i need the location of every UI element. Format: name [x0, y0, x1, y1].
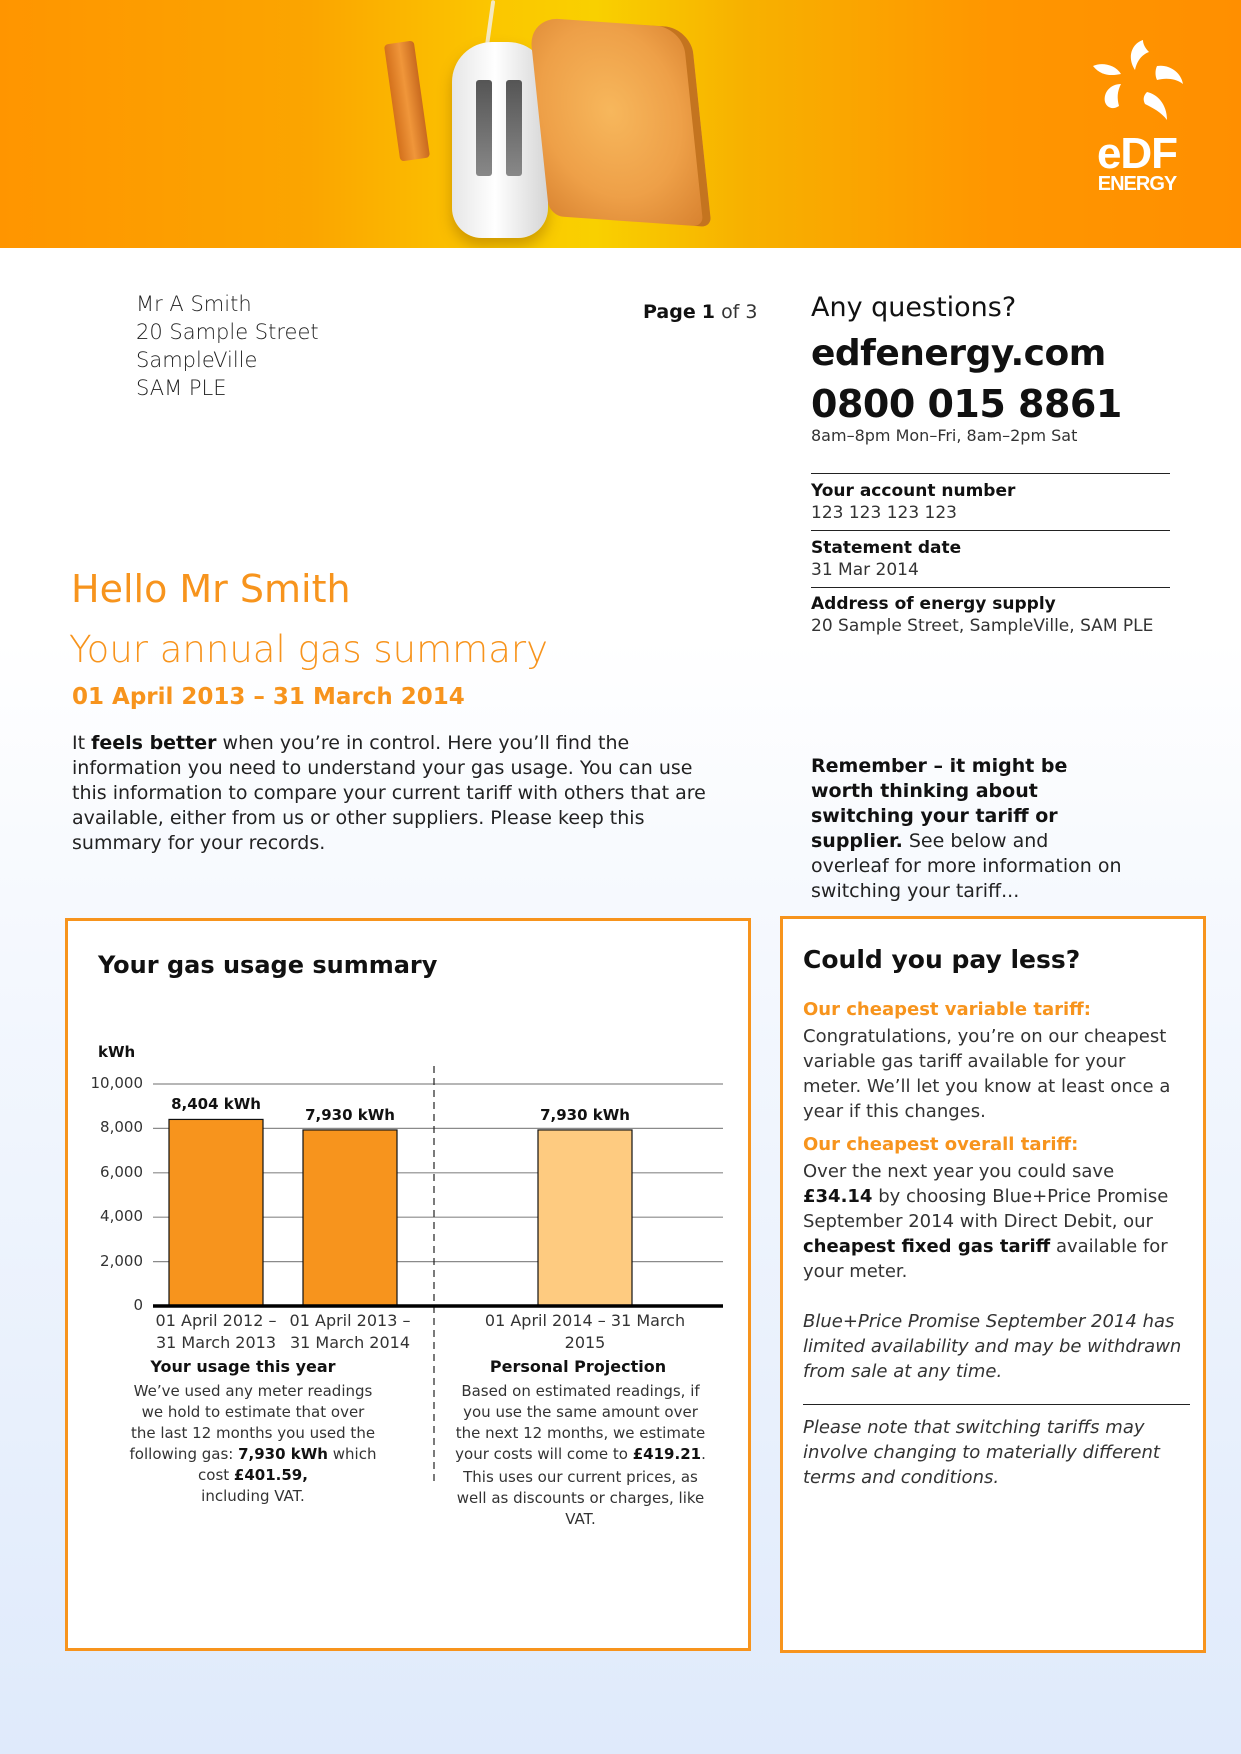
switching-terms-note: Please note that switching tariffs may involve changing to materially different terms and conditions. [803, 1417, 1160, 1488]
recipient-name: Mr A Smith [136, 292, 252, 316]
usage-this-year-heading: Your usage this year [150, 1357, 336, 1376]
pay-less-title: Could you pay less? [803, 945, 1081, 974]
x-category-label [465, 1310, 705, 1354]
opening-hours: 8am–8pm Mon–Fri, 8am–2pm Sat [811, 426, 1078, 445]
summary-title: Your annual gas summary [69, 628, 548, 671]
edf-sun-icon [1087, 36, 1187, 132]
overall-tariff-description: by choosing Blue+Price Promise September 2014 with Direct Debit, our [803, 1186, 1169, 1232]
usage-kwh: 7,930 kWh [238, 1445, 328, 1463]
personal-projection-text [453, 1381, 708, 1465]
gas-usage-summary-box [65, 918, 751, 1651]
questions-heading: Any questions? [811, 292, 1017, 323]
could-you-pay-less-box [780, 916, 1206, 1653]
switching-reminder [811, 754, 1131, 904]
y-tick-label: 10,000 [90, 1074, 143, 1092]
intro-emphasis: feels better [91, 732, 217, 754]
supply-address-label: Address of energy supply [811, 594, 1056, 614]
usage-cost: £401.59, [233, 1466, 308, 1484]
reminder-emphasis: Remember – it might be worth thinking about switching your tariff or supplier. [811, 755, 1068, 852]
toast-slice-large-image [529, 17, 712, 227]
page-label: Page [643, 301, 696, 323]
usage-description: including VAT. [201, 1487, 305, 1505]
intro-text: It [72, 732, 92, 754]
x-category-label [280, 1310, 420, 1354]
usage-bar-chart [68, 921, 748, 1651]
summary-period: 01 April 2013 – 31 March 2014 [72, 684, 465, 710]
usage-bar [169, 1119, 263, 1306]
header-banner [0, 0, 1241, 248]
y-tick-label: 8,000 [100, 1118, 143, 1137]
projection-cost: £419.21 [632, 1445, 702, 1463]
website-link[interactable]: edfenergy.com [811, 333, 1106, 374]
availability-note: Blue+Price Promise September 2014 has limited availability and may be withdrawn from sale at any time. [803, 1311, 1182, 1382]
category-label-line: 01 April 2014 – 31 March 2015 [484, 1311, 686, 1352]
supply-address-value: 20 Sample Street, SampleVille, SAM PLE [811, 616, 1154, 636]
x-category-label [146, 1310, 286, 1354]
account-number-value: 123 123 123 123 [811, 503, 958, 523]
usage-description: We’ve used any meter readings we hold to estimate that over the last 12 months you used the following gas: [129, 1382, 376, 1463]
usage-description: which cost [198, 1445, 377, 1484]
overall-tariff-text [803, 1159, 1185, 1284]
intro-paragraph [72, 731, 722, 856]
recipient-town: SampleVille [136, 348, 258, 372]
divider [811, 473, 1170, 474]
cheapest-fixed-tariff-emphasis: cheapest fixed gas tariff [803, 1236, 1051, 1257]
category-label-line: 01 April 2012 – [155, 1311, 277, 1330]
personal-projection-heading: Personal Projection [489, 1357, 667, 1376]
overall-tariff-heading: Our cheapest overall tariff: [803, 1134, 1079, 1155]
usage-bar [303, 1130, 397, 1306]
variable-tariff-text: Congratulations, you’re on our cheapest variable gas tariff available for your meter. We’ll let you know at least once a year if this changes. [803, 1026, 1171, 1122]
bar-value-label: 8,404 kWh [171, 1095, 261, 1114]
divider [803, 1404, 1190, 1405]
statement-date-value: 31 Mar 2014 [811, 560, 919, 580]
divider [811, 530, 1170, 531]
statement-date-label: Statement date [811, 538, 962, 558]
logo-wordmark: eDF [1096, 129, 1178, 178]
recipient-address [136, 290, 319, 402]
bar-value-label: 7,930 kWh [540, 1105, 630, 1124]
projection-description: . [701, 1445, 706, 1463]
overall-tariff-description: available for your meter. [803, 1236, 1168, 1282]
logo-subtitle: ENERGY [1097, 173, 1177, 195]
y-tick-label: 2,000 [100, 1251, 143, 1270]
projection-pricing-note: This uses our current prices, as well as discounts or charges, like VAT. [456, 1468, 705, 1528]
y-tick-label: 6,000 [100, 1162, 143, 1181]
projection-description: Based on estimated readings, if you use the same amount over the next 12 months, we estimate your costs will come to [455, 1382, 706, 1463]
toaster-cord-image [485, 0, 496, 48]
usage-box-title: Your gas usage summary [98, 951, 438, 979]
toaster-slot [506, 80, 522, 176]
projection-bar [538, 1130, 632, 1306]
variable-tariff-heading: Our cheapest variable tariff: [803, 999, 1091, 1020]
reminder-text: See below and overleaf for more information on switching your tariff... [811, 830, 1122, 902]
category-label-line: 31 March 2013 [155, 1333, 277, 1352]
y-axis-unit: kWh [98, 1043, 136, 1061]
category-label-line: 31 March 2014 [289, 1333, 411, 1352]
page-current: 1 [701, 301, 716, 323]
greeting-heading: Hello Mr Smith [71, 567, 351, 611]
toaster-slot [476, 80, 492, 176]
toast-slice-small-image [384, 40, 430, 161]
account-number-label: Your account number [811, 481, 1016, 501]
page-indicator [643, 301, 758, 323]
page-total: of 3 [721, 301, 758, 323]
y-tick-label: 0 [133, 1296, 143, 1314]
usage-this-year-text [128, 1381, 378, 1507]
bar-value-label: 7,930 kWh [305, 1105, 395, 1124]
overall-tariff-description: Over the next year you could save [803, 1161, 1115, 1182]
divider [811, 587, 1170, 588]
recipient-street: 20 Sample Street [136, 320, 319, 344]
phone-number[interactable]: 0800 015 8861 [811, 382, 1122, 426]
intro-text: when you’re in control. Here you’ll find the information you need to understand your gas usage. You can use this information to compare your current tariff with others that are available, either from us or other suppliers. Please keep this summary for your records. [72, 732, 706, 854]
category-label-line: 01 April 2013 – [289, 1311, 411, 1330]
edf-energy-logo [1082, 36, 1192, 206]
potential-saving: £34.14 [803, 1186, 873, 1207]
y-tick-label: 4,000 [100, 1207, 143, 1226]
recipient-postcode: SAM PLE [136, 376, 227, 400]
